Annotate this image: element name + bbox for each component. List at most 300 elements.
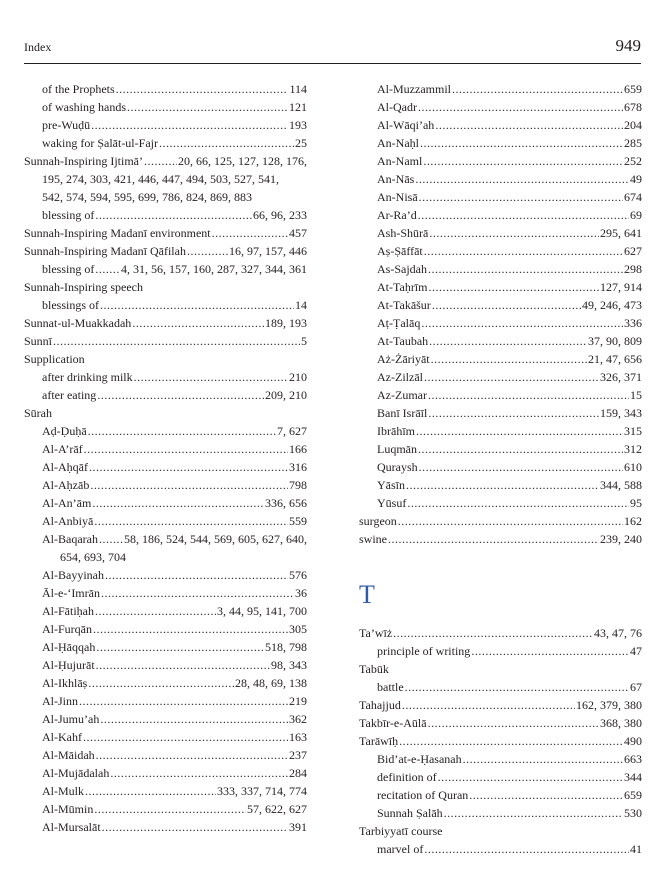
index-term: Ta’wīż (359, 626, 393, 640)
index-page-refs: 368, 380 (600, 716, 642, 730)
index-term: As-Sajdah (377, 262, 427, 276)
index-entry-line (359, 476, 642, 494)
index-entry-line (359, 98, 642, 116)
dot-leader (96, 638, 264, 656)
index-term: Sunnat-ul-Muakkadah (24, 316, 132, 330)
index-term: pre-Wuḍū (42, 118, 91, 132)
index-entry (359, 242, 642, 260)
index-term: Sūrah (24, 406, 52, 420)
index-page-refs-continued: 542, 574, 594, 595, 699, 786, 824, 869, 883 (42, 190, 252, 204)
index-page-refs: 344 (624, 770, 642, 784)
index-page-refs: 58, 186, 524, 544, 569, 605, 627, 640, (124, 532, 307, 546)
index-term: An-Nisā (377, 190, 418, 204)
index-entry-line (359, 422, 642, 440)
index-term: Yūsuf (377, 496, 407, 510)
index-entry (24, 368, 307, 386)
index-page-refs: 28, 48, 69, 138 (235, 676, 307, 690)
index-page-refs: 336, 656 (265, 496, 307, 510)
dot-leader (418, 98, 623, 116)
index-entry (24, 386, 307, 404)
index-entry (24, 350, 307, 368)
index-term: Aḍ-Ḍuḥā (42, 424, 87, 438)
index-entry-line (359, 206, 642, 224)
index-entry (24, 116, 307, 134)
index-entry (359, 80, 642, 98)
index-column-left (24, 80, 307, 836)
index-entry (359, 98, 642, 116)
index-entry-line (24, 152, 307, 170)
index-page-refs: 798 (289, 478, 307, 492)
index-entry-line (24, 314, 307, 332)
index-page-refs: 20, 66, 125, 127, 128, 176, (178, 154, 307, 168)
index-page-refs: 659 (624, 82, 642, 96)
index-term: At-Taḥrīm (377, 280, 428, 294)
index-entry (24, 584, 307, 602)
index-entry-line (359, 804, 642, 822)
dot-leader (53, 332, 300, 350)
index-entry (359, 350, 642, 368)
index-entry (359, 134, 642, 152)
index-page-refs: 336 (624, 316, 642, 330)
index-entry (24, 746, 307, 764)
dot-leader (95, 602, 216, 620)
index-entry-line (359, 368, 642, 386)
index-entry-line (24, 494, 307, 512)
index-entry-line (359, 296, 642, 314)
dot-leader (95, 206, 252, 224)
index-entry (24, 80, 307, 98)
index-page-refs: 284 (289, 766, 307, 780)
index-page-refs: 333, 337, 714, 774 (217, 784, 307, 798)
dot-leader (84, 440, 288, 458)
index-page-refs: 121 (289, 100, 307, 114)
index-entry-line (24, 710, 307, 728)
index-entry (24, 620, 307, 638)
index-entry (24, 458, 307, 476)
index-term: Al-Fātiḥah (42, 604, 94, 618)
index-entry (359, 422, 642, 440)
index-page-refs: 312 (624, 442, 642, 456)
index-page-refs: 67 (630, 680, 642, 694)
index-entry-line (359, 732, 642, 750)
index-entry (359, 368, 642, 386)
index-term: principle of writing (377, 644, 471, 658)
dot-leader (105, 566, 288, 584)
index-page-refs: 15 (630, 388, 642, 402)
index-entry-line (24, 782, 307, 800)
index-term: Takbīr-e-Aūlā (359, 716, 427, 730)
index-page-refs: 41 (630, 842, 642, 856)
index-page-refs: 295, 641 (600, 226, 642, 240)
index-term: Sunnah-Inspiring Madanī Qāfilah (24, 244, 186, 258)
index-page-refs: 16, 97, 157, 446 (229, 244, 307, 258)
index-entry (359, 224, 642, 242)
dot-leader (471, 642, 629, 660)
dot-leader (90, 476, 288, 494)
index-entry-line (24, 224, 307, 242)
section-letter: T (359, 580, 375, 609)
dot-leader (398, 512, 623, 530)
dot-leader (127, 98, 288, 116)
index-entry-line (24, 530, 307, 548)
index-entry-line (359, 332, 642, 350)
index-page-refs: 95 (630, 496, 642, 510)
index-page-refs: 627 (624, 244, 642, 258)
index-term: blessing of (42, 262, 95, 276)
index-entry (24, 242, 307, 260)
index-entry-line (24, 584, 307, 602)
index-entries-t (359, 624, 642, 858)
index-entry-line (24, 98, 307, 116)
index-entry-line (24, 674, 307, 692)
index-page-refs: 14 (295, 298, 307, 312)
index-page-refs: 326, 371 (600, 370, 642, 384)
index-entry (24, 422, 307, 440)
index-entry (24, 818, 307, 836)
index-entry-line (24, 818, 307, 836)
dot-leader (96, 746, 288, 764)
index-term: recitation of Quran (377, 788, 469, 802)
index-entry (359, 314, 642, 332)
index-page-refs: 47 (630, 644, 642, 658)
index-page-refs: 7, 627 (277, 424, 307, 438)
dot-leader (432, 296, 581, 314)
index-entry-line (359, 642, 642, 660)
index-page-refs: 163 (289, 730, 307, 744)
index-term: Sunnah-Inspiring Madanī environment (24, 226, 211, 240)
index-entry (359, 458, 642, 476)
dot-leader (94, 512, 288, 530)
index-entry (359, 678, 642, 696)
index-term: Yāsīn (377, 478, 405, 492)
index-entry-line (24, 296, 307, 314)
dot-leader (97, 386, 264, 404)
index-entry-line (359, 678, 642, 696)
index-page-refs: 69 (630, 208, 642, 222)
index-entry-line (24, 440, 307, 458)
dot-leader (424, 242, 623, 260)
index-entry (359, 714, 642, 732)
index-entry (359, 278, 642, 296)
index-term: An-Naml (377, 154, 423, 168)
index-entry (24, 800, 307, 818)
index-column-right (359, 80, 642, 858)
index-entry-line (24, 116, 307, 134)
dot-leader (444, 804, 623, 822)
index-term: waking for Ṣalāt-ul-Fajr (42, 136, 158, 150)
index-page-refs: 57, 622, 627 (247, 802, 307, 816)
dot-leader (435, 116, 623, 134)
index-term: Al-Aḥqāf (42, 460, 88, 474)
index-page-refs: 98, 343 (271, 658, 307, 672)
dot-leader (85, 782, 216, 800)
index-entry-line (24, 332, 307, 350)
dot-leader (419, 458, 623, 476)
index-page-refs: 3, 44, 95, 141, 700 (217, 604, 307, 618)
dot-leader (393, 624, 593, 642)
index-page-refs: 162 (624, 514, 642, 528)
index-entry (24, 674, 307, 692)
index-page-refs: 204 (624, 118, 642, 132)
dot-leader (132, 314, 264, 332)
index-term: Al-Anbiyā (42, 514, 94, 528)
dot-leader (428, 278, 599, 296)
index-entry (359, 750, 642, 768)
dot-leader (418, 206, 629, 224)
index-entry-line (359, 260, 642, 278)
index-page-refs: 316 (289, 460, 307, 474)
index-entry-line (24, 206, 307, 224)
index-term: Al-An’ām (42, 496, 92, 510)
dot-leader (421, 314, 623, 332)
index-page-refs: 362 (289, 712, 307, 726)
index-entry-line (24, 422, 307, 440)
index-page-refs-continued: 654, 693, 704 (60, 550, 126, 564)
index-page-refs: 159, 343 (600, 406, 642, 420)
index-entry-line (24, 476, 307, 494)
index-term: Aṭ-Ṭalāq (377, 316, 421, 330)
dot-leader (438, 768, 623, 786)
index-page-refs: 193 (289, 118, 307, 132)
index-entry (24, 512, 307, 530)
index-page-refs-continued: 195, 274, 303, 421, 446, 447, 494, 503, 527, 541, (42, 172, 279, 186)
index-entry (359, 116, 642, 134)
dot-leader (405, 678, 629, 696)
index-term: Banī Isrāīl (377, 406, 428, 420)
index-page-refs: 114 (289, 82, 307, 96)
index-entry (24, 476, 307, 494)
index-entry (24, 314, 307, 332)
index-term: blessing of (42, 208, 95, 222)
index-entry-line (359, 696, 642, 714)
index-term: At-Taubah (377, 334, 429, 348)
index-entry-line (359, 512, 642, 530)
dot-leader (424, 840, 629, 858)
index-entry-line (24, 134, 307, 152)
index-term: Az-Zilzāl (377, 370, 423, 384)
index-entry (24, 602, 307, 620)
index-page-refs: 576 (289, 568, 307, 582)
index-term: Al-Mulk (42, 784, 84, 798)
index-entry (359, 440, 642, 458)
index-page-refs: 391 (289, 820, 307, 834)
index-entry-line (24, 278, 307, 296)
index-term: Al-A’rāf (42, 442, 83, 456)
index-page-refs: 4, 31, 56, 157, 160, 287, 327, 344, 361 (121, 262, 307, 276)
index-term: Al-Furqān (42, 622, 92, 636)
index-page-refs: 43, 47, 76 (594, 626, 642, 640)
dot-leader (415, 170, 629, 188)
index-term: Al-Muzzammil (377, 82, 451, 96)
index-entry-line (359, 314, 642, 332)
dot-leader (424, 368, 599, 386)
index-entry (359, 804, 642, 822)
index-entry (359, 840, 642, 858)
dot-leader (95, 260, 120, 278)
index-page-refs: 315 (624, 424, 642, 438)
index-entry-line (24, 638, 307, 656)
index-page-refs: 166 (289, 442, 307, 456)
index-entry (359, 332, 642, 350)
index-page-refs: 219 (289, 694, 307, 708)
index-entry-line (359, 768, 642, 786)
index-page-refs: 37, 90, 809 (588, 334, 642, 348)
index-entry (24, 278, 307, 296)
index-term: Quraysh (377, 460, 418, 474)
dot-leader (159, 134, 294, 152)
index-term: At-Takāšur (377, 298, 431, 312)
index-term: Sunnah-Inspiring speech (24, 280, 143, 294)
index-page-refs: 127, 914 (600, 280, 642, 294)
index-page-refs: 209, 210 (265, 388, 307, 402)
index-page-refs: 252 (624, 154, 642, 168)
index-entry-line (24, 602, 307, 620)
index-term: Al-Ḥāqqah (42, 640, 96, 654)
dot-leader (402, 696, 575, 714)
index-term: Luqmān (377, 442, 417, 456)
dot-leader (96, 656, 270, 674)
index-term: Al-Māidah (42, 748, 95, 762)
index-page-refs: 490 (624, 734, 642, 748)
index-term: Ar-Ra’d (377, 208, 417, 222)
dot-leader (99, 530, 123, 548)
dot-leader (88, 422, 276, 440)
dot-leader (92, 494, 264, 512)
index-term: Aż-Żāriyāt (377, 352, 430, 366)
index-entry (359, 660, 642, 678)
index-entry (359, 696, 642, 714)
index-entry-line (359, 750, 642, 768)
index-entry (24, 404, 307, 422)
index-entry-line (24, 692, 307, 710)
index-entry (24, 332, 307, 350)
index-entry (24, 494, 307, 512)
index-page-refs: 189, 193 (265, 316, 307, 330)
index-entry (359, 512, 642, 530)
index-entry-line (359, 458, 642, 476)
index-page-refs: 530 (624, 806, 642, 820)
dot-leader (93, 620, 288, 638)
index-term: Al-Jumu’ah (42, 712, 100, 726)
index-entry (24, 692, 307, 710)
index-entry (359, 152, 642, 170)
index-entry-line (359, 530, 642, 548)
dot-leader (428, 386, 629, 404)
index-entry-line (24, 458, 307, 476)
index-term: An-Naḥl (377, 136, 419, 150)
dot-leader (110, 764, 288, 782)
index-term: Supplication (24, 352, 85, 366)
index-entry (359, 494, 642, 512)
index-page-refs: 518, 798 (265, 640, 307, 654)
index-entry (359, 786, 642, 804)
index-page-refs: 285 (624, 136, 642, 150)
index-entry (359, 822, 642, 840)
dot-leader (79, 692, 288, 710)
dot-leader (116, 80, 289, 98)
index-term: swine (359, 532, 387, 546)
dot-leader (102, 818, 288, 836)
index-entry-line (359, 660, 642, 678)
dot-leader (187, 242, 228, 260)
index-term: Al-Mursalāt (42, 820, 101, 834)
index-page-refs: 298 (624, 262, 642, 276)
dot-leader (399, 732, 623, 750)
index-entry-line (24, 260, 307, 278)
dot-leader (388, 530, 599, 548)
index-entry-line (24, 620, 307, 638)
index-entry (359, 404, 642, 422)
index-entry-line (359, 822, 642, 840)
index-term: Al-Mujādalah (42, 766, 110, 780)
index-term: Sunnah Ṣalāh (377, 806, 443, 820)
index-term: surgeon (359, 514, 397, 528)
dot-leader (428, 260, 623, 278)
index-term: blessings of (42, 298, 99, 312)
index-entry (24, 566, 307, 584)
index-entry-line (359, 116, 642, 134)
index-page-refs: 559 (289, 514, 307, 528)
dot-leader (463, 750, 623, 768)
index-entry (359, 732, 642, 750)
index-term: Al-Qadr (377, 100, 417, 114)
index-entry-line (359, 624, 642, 642)
index-entries-s-continued (359, 80, 642, 548)
index-entry-line (24, 242, 307, 260)
index-entry-line (359, 840, 642, 858)
index-term: Ash-Shūrā (377, 226, 429, 240)
index-term: Ibrāhīm (377, 424, 415, 438)
page-number: 949 (615, 36, 641, 55)
dot-leader (91, 116, 288, 134)
dot-leader (428, 714, 599, 732)
index-term: Al-Wāqi’ah (377, 118, 435, 132)
dot-leader (89, 458, 288, 476)
dot-leader (431, 350, 587, 368)
index-entry-line (24, 512, 307, 530)
index-page-refs: 457 (289, 226, 307, 240)
index-entry (24, 134, 307, 152)
index-term: after eating (42, 388, 97, 402)
index-entry (359, 768, 642, 786)
index-term: Tahajjud (359, 698, 401, 712)
index-page-refs: 66, 96, 233 (253, 208, 307, 222)
index-entry-line (359, 494, 642, 512)
index-entry-line (359, 188, 642, 206)
index-entry (359, 642, 642, 660)
dot-leader (416, 422, 623, 440)
index-term: Tarbiyyatī course (359, 824, 443, 838)
index-page-refs: 162, 379, 380 (576, 698, 642, 712)
index-entry-line (24, 746, 307, 764)
dot-leader (134, 368, 288, 386)
index-term: Al-Mūmin (42, 802, 94, 816)
index-entry (359, 170, 642, 188)
index-entry-line (24, 656, 307, 674)
dot-leader (406, 476, 599, 494)
dot-leader (212, 224, 288, 242)
index-entry-line (359, 278, 642, 296)
index-entry (359, 476, 642, 494)
index-entry (24, 728, 307, 746)
index-entry-line (24, 404, 307, 422)
index-term: Az-Zumar (377, 388, 427, 402)
dot-leader (418, 440, 623, 458)
index-entry (359, 530, 642, 548)
index-page-refs: 305 (289, 622, 307, 636)
index-term: Tabūk (359, 662, 389, 676)
index-entry-line (359, 350, 642, 368)
